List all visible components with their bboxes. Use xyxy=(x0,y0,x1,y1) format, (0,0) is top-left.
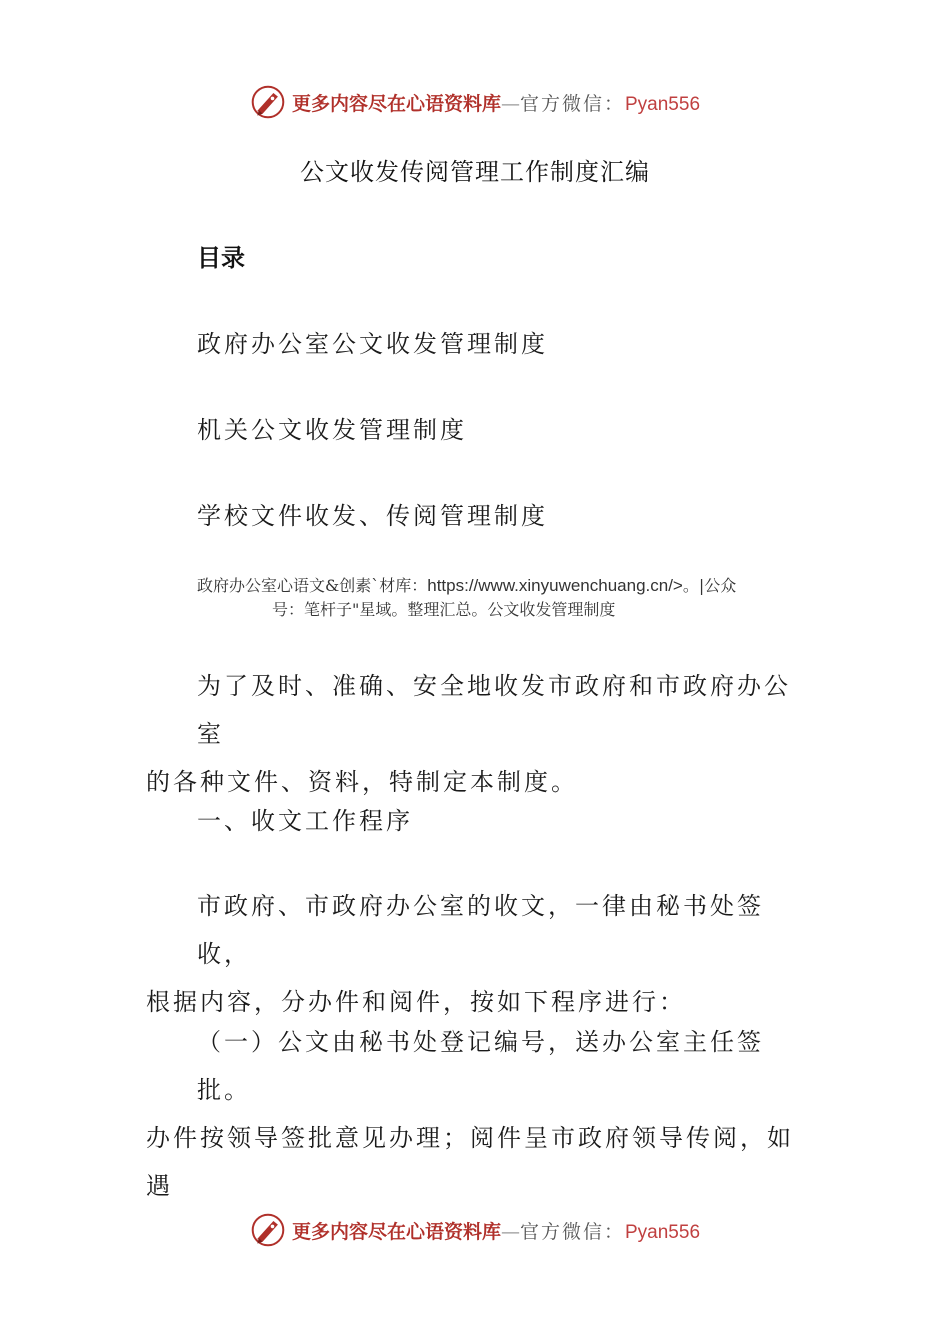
header-banner-content xyxy=(250,84,700,120)
source-note-suffix: 。|公众 xyxy=(682,576,737,595)
source-note-line2: 号：笔杆子"星域。整理汇总。公文收发管理制度 xyxy=(272,600,616,619)
toc-item: 政府办公室公文收发管理制度 xyxy=(197,330,548,358)
toc-item: 学校文件收发、传阅管理制度 xyxy=(197,502,548,530)
section-heading: 一、收文工作程序 xyxy=(197,807,413,835)
header-official-label: 官方微信： xyxy=(519,92,625,115)
body-paragraph xyxy=(146,882,806,1026)
pen-nib-logo-icon xyxy=(250,1212,286,1248)
footer-official-label: 官方微信： xyxy=(519,1220,625,1243)
paragraph-line: 办件按领导签批意见办理；阅件呈市政府领导传阅，如遇 xyxy=(146,1124,794,1200)
header-wechat-id: Pyan556 xyxy=(625,93,701,115)
footer-banner-content xyxy=(250,1212,700,1248)
paragraph-line: 根据内容，分办件和阅件，按如下程序进行： xyxy=(146,988,686,1016)
footer-watermark-banner xyxy=(0,1208,950,1252)
footer-dash: — xyxy=(500,1220,520,1243)
header-watermark-banner xyxy=(0,80,950,124)
header-dash: — xyxy=(500,92,520,115)
footer-banner-text xyxy=(292,1217,700,1244)
source-note-url: https://www.xinyuwenchuang.cn/> xyxy=(427,576,683,595)
source-note-prefix: 政府办公室心语文&创素`材库： xyxy=(197,576,428,595)
paragraph-line: 为了及时、准确、安全地收发市政府和市政府办公室 xyxy=(197,672,791,748)
toc-heading: 目录 xyxy=(197,244,245,272)
footer-brand-text: 更多内容尽在心语资料库 xyxy=(291,1220,501,1243)
header-brand-text: 更多内容尽在心语资料库 xyxy=(291,92,501,115)
body-paragraph xyxy=(146,1018,806,1210)
paragraph-line: 市政府、市政府办公室的收文，一律由秘书处签收， xyxy=(197,892,764,968)
pen-nib-logo-icon xyxy=(250,84,286,120)
paragraph-line: （一）公文由秘书处登记编号，送办公室主任签批。 xyxy=(197,1028,764,1104)
paragraph-line: 的各种文件、资料，特制定本制度。 xyxy=(146,768,578,796)
toc-item: 机关公文收发管理制度 xyxy=(197,416,467,444)
footer-wechat-id: Pyan556 xyxy=(625,1221,701,1243)
source-note-line1 xyxy=(197,574,807,598)
header-banner-text xyxy=(292,89,700,116)
source-note xyxy=(197,574,807,622)
document-title: 公文收发传阅管理工作制度汇编 xyxy=(300,158,650,186)
body-paragraph xyxy=(146,662,806,806)
